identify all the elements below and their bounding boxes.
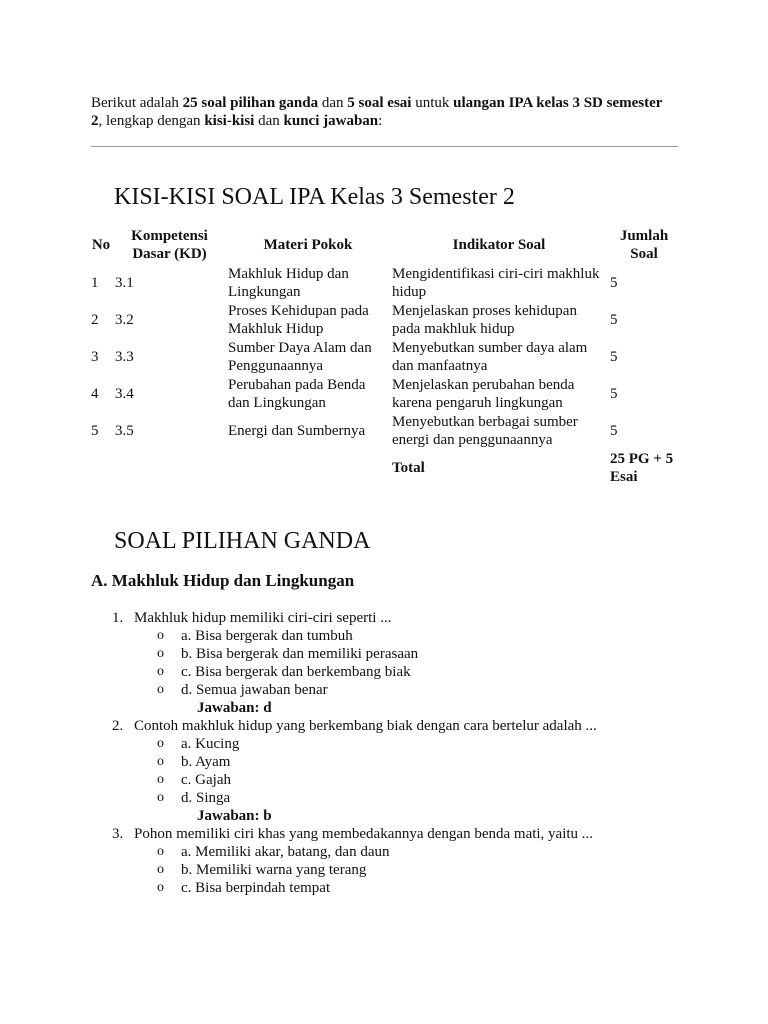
cell-kd: 3.2 [115,311,134,328]
intro-bold-3: ulangan IPA kelas 3 SD semester 2 [91,95,663,129]
option-text: a. Bisa bergerak dan tumbuh [181,628,353,644]
cell-indikator: Menjelaskan perubahan benda karena pengaruh lingkungan [392,376,575,411]
bullet-icon: o [157,664,164,679]
option-item [112,879,712,897]
question-item [112,717,712,735]
question-number: 1. [112,610,124,626]
option-text: b. Ayam [181,754,231,770]
question-text: Contoh makhluk hidup yang berkembang biak dengan cara bertelur adalah ... [134,718,597,734]
intro-text-3: untuk [411,95,454,111]
cell-jumlah: 5 [610,348,618,365]
table-row [89,301,680,338]
question-number: 3. [112,826,124,842]
option-item [112,663,712,681]
option-text: c. Gajah [181,772,231,788]
bullet-icon: o [157,862,164,877]
bullet-icon: o [157,736,164,751]
header-indikator: Indikator Soal [452,237,546,253]
cell-indikator: Menyebutkan sumber daya alam dan manfaatnya [392,339,588,374]
bullet-icon: o [157,646,164,661]
question-list [112,609,712,897]
cell-materi: Sumber Daya Alam dan Penggunaannya [228,339,372,374]
cell-jumlah: 5 [610,311,618,328]
cell-no: 3 [91,348,99,365]
intro-bold-2: 5 soal esai [347,95,412,111]
option-text: a. Memiliki akar, batang, dan daun [181,844,390,860]
cell-materi: Proses Kehidupan pada Makhluk Hidup [228,302,369,337]
cell-indikator: Menyebutkan berbagai sumber energi dan penggunaannya [392,413,578,448]
total-value: 25 PG + 5 Esai [610,450,674,485]
option-item [112,735,712,753]
intro-text-2: dan [318,95,348,111]
cell-jumlah: 5 [610,274,618,291]
cell-jumlah: 5 [610,385,618,402]
section-heading: A. Makhluk Hidup dan Lingkungan [91,571,355,590]
answer-key: Jawaban: d [197,700,272,716]
table-row [89,264,680,301]
cell-indikator: Menjelaskan proses kehidupan pada makhluk hidup [392,302,577,337]
kisi-heading: KISI-KISI SOAL IPA Kelas 3 Semester 2 [114,184,515,210]
option-text: d. Semua jawaban benar [181,682,328,698]
option-item [112,627,712,645]
option-text: d. Singa [181,790,231,806]
option-text: c. Bisa bergerak dan berkembang biak [181,664,411,680]
intro-bold-4: kisi-kisi [204,113,255,129]
cell-indikator: Mengidentifikasi ciri-ciri makhluk hidup [392,265,600,300]
table-row [89,338,680,375]
cell-kd: 3.5 [115,422,134,439]
question-item [112,609,712,627]
header-kd: Kompetensi Dasar (KD) [131,228,208,262]
total-label: Total [392,459,425,476]
option-item [112,681,712,699]
question-text: Makhluk hidup memiliki ciri-ciri seperti ... [134,610,392,626]
table-header-row [89,226,680,264]
cell-materi: Energi dan Sumbernya [228,422,366,439]
question-item [112,825,712,843]
bullet-icon: o [157,844,164,859]
cell-kd: 3.3 [115,348,134,365]
bullet-icon: o [157,682,164,697]
intro-text-1: Berikut adalah [91,95,183,111]
option-item [112,789,712,807]
header-materi: Materi Pokok [263,237,353,253]
option-text: b. Memiliki warna yang terang [181,862,367,878]
header-jumlah: Jumlah Soal [619,228,669,262]
bullet-icon: o [157,628,164,643]
option-item [112,753,712,771]
cell-no: 4 [91,385,99,402]
table-row [89,375,680,412]
intro-text-5: dan [254,113,284,129]
horizontal-rule [91,146,678,147]
intro-text-4: , lengkap dengan [98,113,205,129]
cell-no: 1 [91,274,99,291]
intro-bold-1: 25 soal pilihan ganda [182,95,319,111]
cell-kd: 3.1 [115,274,134,291]
answer-key: Jawaban: b [197,808,272,824]
cell-kd: 3.4 [115,385,134,402]
cell-no: 5 [91,422,99,439]
option-item [112,843,712,861]
cell-materi: Perubahan pada Benda dan Lingkungan [228,376,366,411]
cell-materi: Makhluk Hidup dan Lingkungan [228,265,349,300]
cell-jumlah: 5 [610,422,618,439]
bullet-icon: o [157,880,164,895]
option-item [112,645,712,663]
option-text: b. Bisa bergerak dan memiliki perasaan [181,646,419,662]
question-text: Pohon memiliki ciri khas yang membedakannya dengan benda mati, yaitu ... [134,826,594,842]
intro-text-6: : [378,113,383,129]
table-row [89,412,680,449]
intro-bold-5: kunci jawaban [283,113,379,129]
option-text: a. Kucing [181,736,240,752]
bullet-icon: o [157,772,164,787]
cell-no: 2 [91,311,99,328]
table-total-row [89,449,680,486]
pilihan-ganda-heading: SOAL PILIHAN GANDA [114,528,371,554]
intro-paragraph [91,94,677,130]
header-no: No [91,237,111,253]
option-item [112,861,712,879]
question-number: 2. [112,718,124,734]
option-item [112,771,712,789]
bullet-icon: o [157,754,164,769]
option-text: c. Bisa berpindah tempat [181,880,331,896]
kisi-table [89,226,680,486]
bullet-icon: o [157,790,164,805]
